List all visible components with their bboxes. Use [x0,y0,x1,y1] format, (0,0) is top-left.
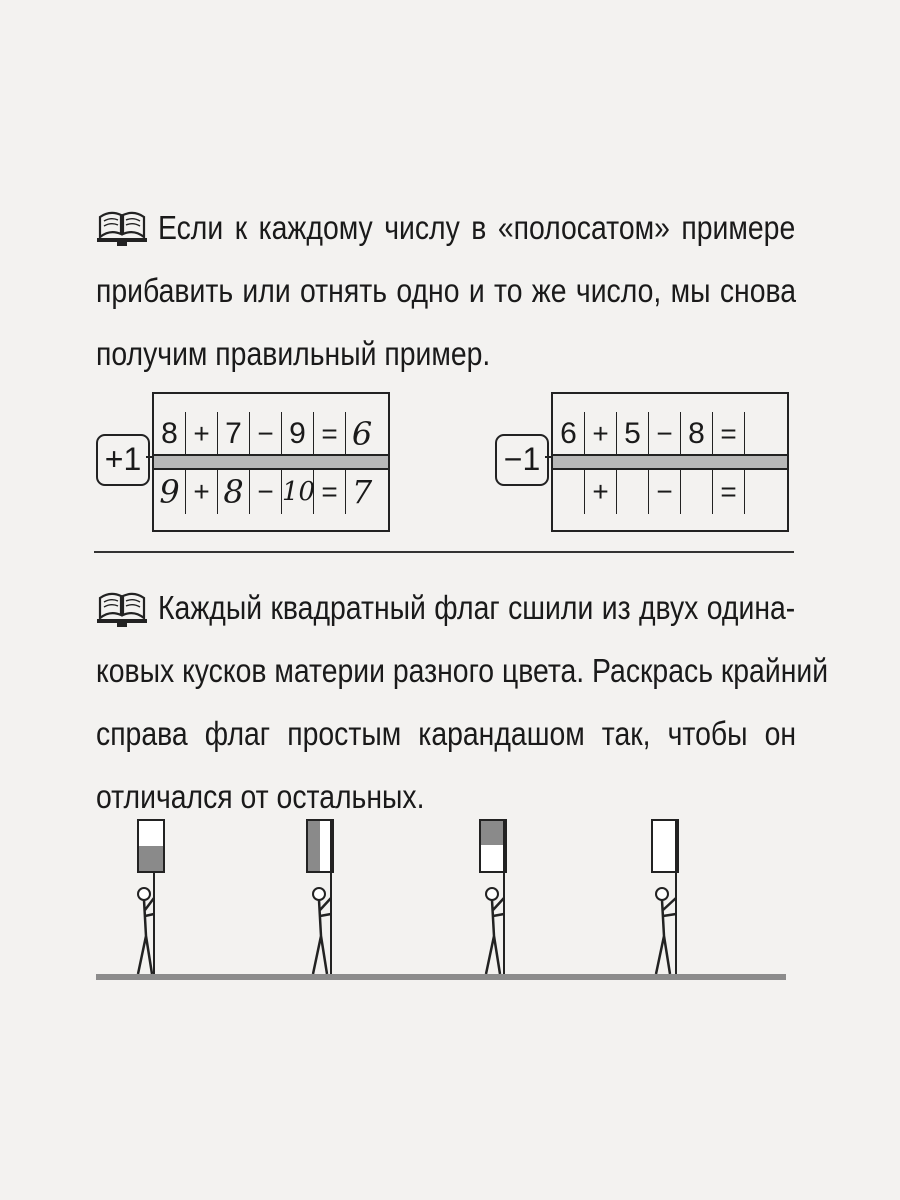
gray-stripe [154,454,388,470]
cell-a-bottom-3: − [250,470,282,514]
cell-a-bottom-4: 10 [282,470,314,514]
task2-text-cont [96,639,829,828]
cell-a-bottom-2: 8 [218,470,250,514]
cell-b-top-5: = [713,412,745,456]
cell-b-bottom-3: − [649,470,681,514]
task1-line-3: получим правильный пример. [96,335,491,372]
cell-a-bottom-0: 9 [154,470,186,514]
open-book-icon [96,588,148,628]
cell-b-top-answer[interactable] [745,412,777,456]
cell-a-top-1: + [186,412,218,456]
cell-b-bottom-answer-6[interactable] [745,470,777,514]
flag-bearer-3 [470,818,530,983]
open-book-icon [96,207,148,247]
striped-example-b [551,392,789,532]
cell-b-bottom-answer-2[interactable] [617,470,649,514]
cell-a-bottom-6: 7 [351,473,373,511]
task1-line-2: прибавить или отнять одно и то же число, мы снова [96,272,797,309]
cell-a-top-3: − [250,412,282,456]
cell-b-top-1: + [585,412,617,456]
cell-a-top-4: 9 [282,412,314,456]
cell-b-top-4: 8 [681,412,713,456]
cell-b-bottom-1: + [585,470,617,514]
task1-text [158,196,795,259]
cell-a-bottom-1: + [186,470,218,514]
cell-b-bottom-answer-4[interactable] [681,470,713,514]
cell-b-bottom-5: = [713,470,745,514]
section-divider [94,551,794,553]
task2-line-2: ковых кусков материи разного цвета. Раскрась крайний [96,652,829,689]
cell-b-bottom-answer-0[interactable] [553,470,585,514]
operator-label: −1 [503,441,541,477]
cell-b-top-3: − [649,412,681,456]
gray-stripe [553,454,787,470]
cell-a-top-2: 7 [218,412,250,456]
task1-text-cont [96,259,796,385]
cell-b-top-2: 5 [617,412,649,456]
task2-text [158,576,795,639]
striped-example-a [152,392,390,532]
task2-line-3: справа флаг простым карандашом так, чтобы он [96,715,797,752]
cell-a-top-5: = [314,412,346,456]
cell-a-top-6: 6 [351,415,373,453]
cell-a-bottom-5: = [314,470,346,514]
operator-box-minus-one [495,434,549,486]
cell-b-top-0: 6 [553,412,585,456]
flag-bearer-4-blank[interactable] [640,818,700,983]
operator-label: +1 [104,441,142,477]
flag-bearer-2 [297,818,357,983]
ground-line [96,974,786,980]
task2-line-4: отличался от остальных. [96,778,425,815]
cell-a-top-0: 8 [154,412,186,456]
task2-line-1: Каждый квадратный флаг сшили из двух одина- [158,589,796,626]
task1-line-1: Если к каждому числу в «полосатом» примере [158,209,796,246]
flag-bearer-1 [124,818,184,983]
operator-box-plus-one [96,434,150,486]
